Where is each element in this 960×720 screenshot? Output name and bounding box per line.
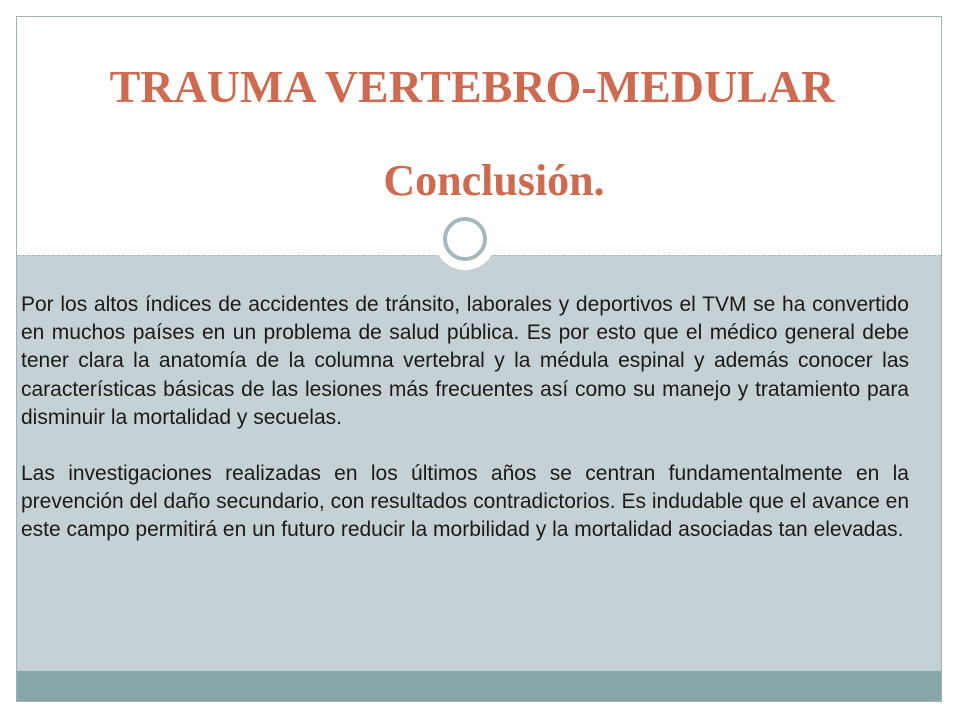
slide-title: TRAUMA VERTEBRO-MEDULAR <box>109 61 835 112</box>
footer-bar <box>17 671 941 702</box>
body-paragraph-1: Por los altos índices de accidentes de tránsito, laborales y deportivos el TVM se ha convertido en muchos países en un problema de salud pública. Es por esto que el médico general debe tener clara la anatomía de la columna vertebral y la médula espinal y además conocer las características básicas de las lesiones más frecuentes así como su manejo y tratamiento para disminuir la mortalidad y secuelas. <box>21 293 909 429</box>
circle-ornament-icon <box>434 208 496 270</box>
slide-subtitle: Conclusión. <box>383 156 605 205</box>
body-paragraph-2: Las investigaciones realizadas en los últimos años se centran fundamentalmente en la prevención del daño secundario, con resultados contradictorios. Es indudable que el avance en este campo permitirá en un futuro reducir la morbilidad y la mortalidad asociadas tan elevadas. <box>21 462 909 542</box>
slide-body <box>21 291 909 545</box>
